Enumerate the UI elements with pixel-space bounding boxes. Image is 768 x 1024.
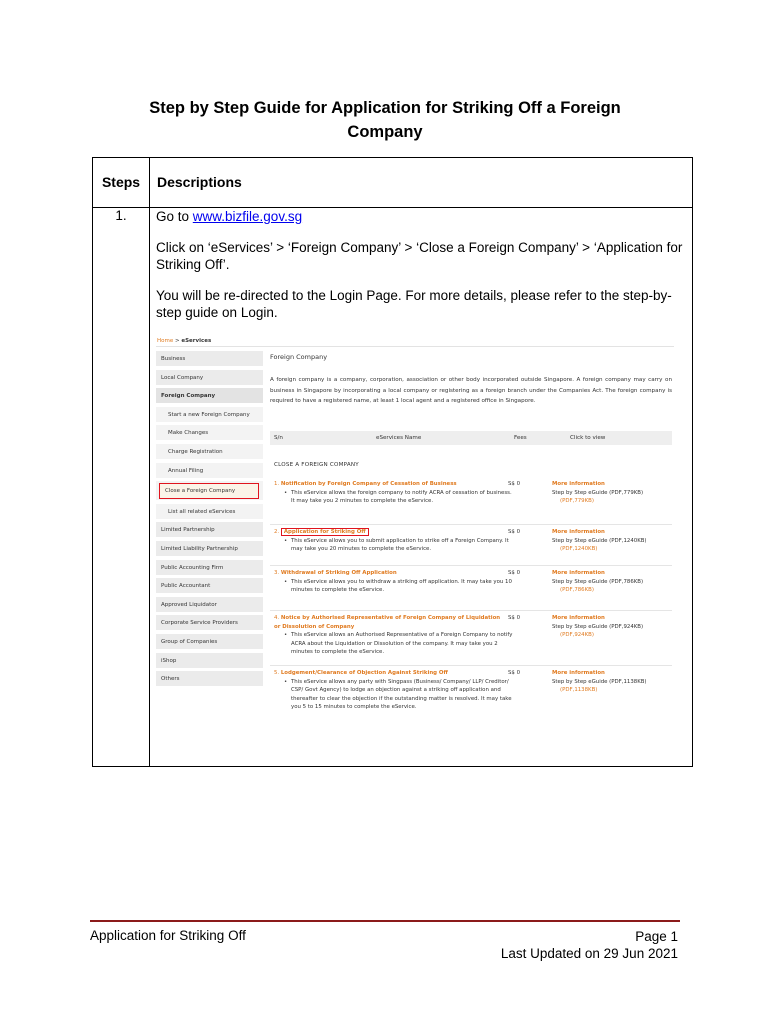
service-fee: S$ 0 — [508, 670, 520, 676]
breadcrumb-current: eServices — [181, 338, 212, 344]
more-information-link[interactable]: More information — [552, 529, 605, 535]
breadcrumb-divider — [156, 346, 674, 347]
service-links — [552, 528, 675, 554]
service-name-link[interactable]: Withdrawal of Striking Off Application — [280, 570, 397, 576]
pdf-link[interactable]: (PDF,779KB) — [560, 498, 594, 504]
service-divider — [270, 565, 672, 566]
sn-header: S/n — [274, 435, 283, 441]
service-links — [552, 614, 675, 640]
sidebar-item-label: Local Company — [161, 374, 204, 381]
service-links — [552, 569, 675, 595]
sidebar-item[interactable] — [156, 481, 263, 501]
sidebar-item-label: Charge Registration — [168, 449, 223, 455]
sidebar-item-label: Make Changes — [168, 430, 209, 437]
sidebar-item-label: Public Accounting Firm — [161, 564, 224, 571]
more-information-link[interactable]: More information — [552, 670, 605, 676]
services-table-header — [270, 431, 672, 445]
sidebar-item-label: Limited Liability Partnership — [161, 546, 238, 552]
last-updated: Last Updated on 29 Jun 2021 — [500, 946, 678, 961]
view-header: Click to view — [570, 435, 606, 441]
service-links — [552, 480, 675, 506]
service-number: 2. — [274, 529, 280, 535]
service-number: 5. — [274, 670, 280, 676]
step-description — [156, 208, 693, 335]
footer-right — [501, 928, 678, 962]
more-information-link[interactable]: More information — [552, 570, 605, 576]
breadcrumb-home[interactable]: Home — [157, 338, 174, 344]
sidebar-item[interactable] — [156, 370, 263, 386]
step-guide-link[interactable]: Step by Step eGuide (PDF,1240KB) — [552, 537, 647, 544]
pdf-link[interactable]: (PDF,786KB) — [560, 587, 594, 593]
click-instructions: Click on ‘eServices’ > ‘Foreign Company’ > ‘Close a Foreign Company’ > ‘Application for Striking Off’. — [156, 240, 683, 272]
service-description: • This eService allows you to withdraw a striking off application. It may take you 10 minutes to complete the eService. — [286, 578, 516, 595]
sidebar-item[interactable] — [156, 407, 263, 423]
breadcrumb — [157, 338, 211, 344]
service-description: • This eService allows any party with Singpass (Business/ Company/ LLP/ Creditor/ CSP/ Govt Agency) to lodge an objection against a striking off application and thereafter to clear the objection if the outstanding matter is resolved. It may take you 5 to 15 minutes to complete the eService. — [286, 678, 516, 712]
sidebar-item-label: Business — [161, 356, 186, 362]
sidebar-item-label: Start a new Foreign Company — [168, 411, 250, 418]
page-number: Page 1 — [635, 929, 678, 944]
redirect-note: You will be re-directed to the Login Page. For more details, please refer to the step-by-step guide on Login. — [156, 288, 672, 320]
steps-column-header: Steps — [101, 174, 141, 190]
sidebar-item[interactable] — [156, 541, 263, 557]
service-fee: S$ 0 — [508, 570, 520, 576]
sidebar-item-label: Foreign Company — [161, 393, 216, 400]
service-description: • This eService allows an Authorised Representative of a Foreign Company to notify ACRA about the Liquidation or Dissolution of the company. It may take you 2 minutes to complete the eService. — [286, 631, 516, 657]
sidebar-item-label: Approved Liquidator — [161, 601, 217, 608]
service-fee: S$ 0 — [508, 615, 520, 621]
sidebar-item-label: Public Accountant — [161, 583, 211, 590]
sidebar-item[interactable] — [156, 388, 263, 404]
service-links — [552, 669, 675, 695]
sidebar-item-label: Others — [161, 676, 180, 683]
footer-title: Application for Striking Off — [90, 928, 246, 943]
service-fee: S$ 0 — [508, 481, 520, 487]
step-number: 1. — [115, 208, 127, 223]
breadcrumb-separator: > — [173, 338, 182, 344]
service-row — [274, 614, 674, 657]
title-line-2: Company — [347, 123, 423, 141]
sidebar-item-label: Group of Companies — [161, 639, 218, 645]
service-name-header: eServices Name — [376, 435, 422, 441]
sidebar-item[interactable] — [156, 597, 263, 613]
sidebar-item[interactable] — [156, 504, 263, 520]
more-information-link[interactable]: More information — [552, 615, 605, 621]
column-divider — [149, 158, 150, 766]
bizfile-link[interactable]: www.bizfile.gov.sg — [192, 209, 303, 224]
section-title: Foreign Company — [270, 353, 328, 361]
section-intro: A foreign company is a company, corporation, association or other body incorporated outside Singapore. A foreign company may carry on business in Singapore by incorporating a local company or registering as a foreign branch under the Companies Act. The foreign company is required to have a registered name, at least 1 local agent and a registered office in Singapore. — [270, 377, 672, 404]
service-divider — [270, 610, 672, 611]
pdf-link[interactable]: (PDF,1240KB) — [560, 546, 598, 552]
sidebar-item-label: Limited Partnership — [161, 527, 215, 534]
sidebar-item-label: Corporate Service Providers — [161, 620, 238, 627]
service-row — [274, 528, 674, 554]
service-name-link[interactable]: Lodgement/Clearance of Objection Against Striking Off — [280, 670, 448, 676]
document-title — [90, 96, 680, 144]
sidebar-item[interactable] — [156, 463, 263, 479]
sidebar-item-label: Annual Filing — [168, 467, 204, 474]
sidebar-item-label: iShop — [161, 657, 177, 664]
sidebar-item-label: Close a Foreign Company — [159, 483, 259, 499]
goto-prefix: Go to — [156, 209, 193, 224]
service-divider — [270, 665, 672, 666]
sidebar-item[interactable] — [156, 653, 263, 669]
sidebar-item-label: List all related eServices — [168, 508, 236, 515]
step-guide-link[interactable]: Step by Step eGuide (PDF,786KB) — [552, 578, 644, 585]
sidebar-item[interactable] — [156, 351, 263, 367]
title-line-1: Step by Step Guide for Application for Striking Off a Foreign — [149, 99, 621, 117]
step-guide-link[interactable]: Step by Step eGuide (PDF,1138KB) — [552, 678, 647, 685]
sidebar-item[interactable] — [156, 560, 263, 576]
service-name-link[interactable]: Notification by Foreign Company of Cessation of Business — [280, 481, 457, 487]
sidebar-item[interactable] — [156, 522, 263, 538]
service-name-link[interactable]: Notice by Authorised Representative of Foreign Company of Liquidation or Dissolution of Company — [274, 615, 501, 630]
sidebar-item[interactable] — [156, 634, 263, 650]
service-row — [274, 569, 674, 595]
service-number: 3. — [274, 570, 280, 576]
eservices-screenshot — [156, 338, 675, 758]
service-name-link[interactable]: Application for Striking Off — [281, 528, 369, 536]
fees-header: Fees — [514, 435, 527, 441]
sidebar-item[interactable] — [156, 615, 263, 631]
pdf-link[interactable]: (PDF,924KB) — [560, 632, 594, 638]
footer-rule — [90, 920, 680, 922]
service-description: • This eService allows you to submit application to strike off a Foreign Company. It may take you 20 minutes to complete the eService. — [286, 537, 516, 554]
close-foreign-company-heading: CLOSE A FOREIGN COMPANY — [274, 462, 359, 468]
service-row — [274, 480, 674, 506]
step-guide-link[interactable]: Step by Step eGuide (PDF,779KB) — [552, 489, 644, 496]
service-row — [274, 669, 674, 712]
service-description: • This eService allows the foreign company to notify ACRA of cessation of business. It may take you 2 minutes to complete the eService. — [286, 489, 516, 506]
step-guide-link[interactable]: Step by Step eGuide (PDF,924KB) — [552, 623, 644, 630]
descriptions-column-header: Descriptions — [157, 174, 242, 190]
service-number: 1. — [274, 481, 280, 487]
service-divider — [270, 524, 672, 525]
sidebar-item[interactable] — [156, 671, 263, 687]
sidebar-item[interactable] — [156, 444, 263, 460]
pdf-link[interactable]: (PDF,1138KB) — [560, 687, 598, 693]
goto-paragraph — [156, 208, 693, 225]
service-number: 4. — [274, 615, 280, 621]
sidebar-item[interactable] — [156, 578, 263, 594]
service-fee: S$ 0 — [508, 529, 520, 535]
more-information-link[interactable]: More information — [552, 481, 605, 487]
sidebar-item[interactable] — [156, 425, 263, 441]
